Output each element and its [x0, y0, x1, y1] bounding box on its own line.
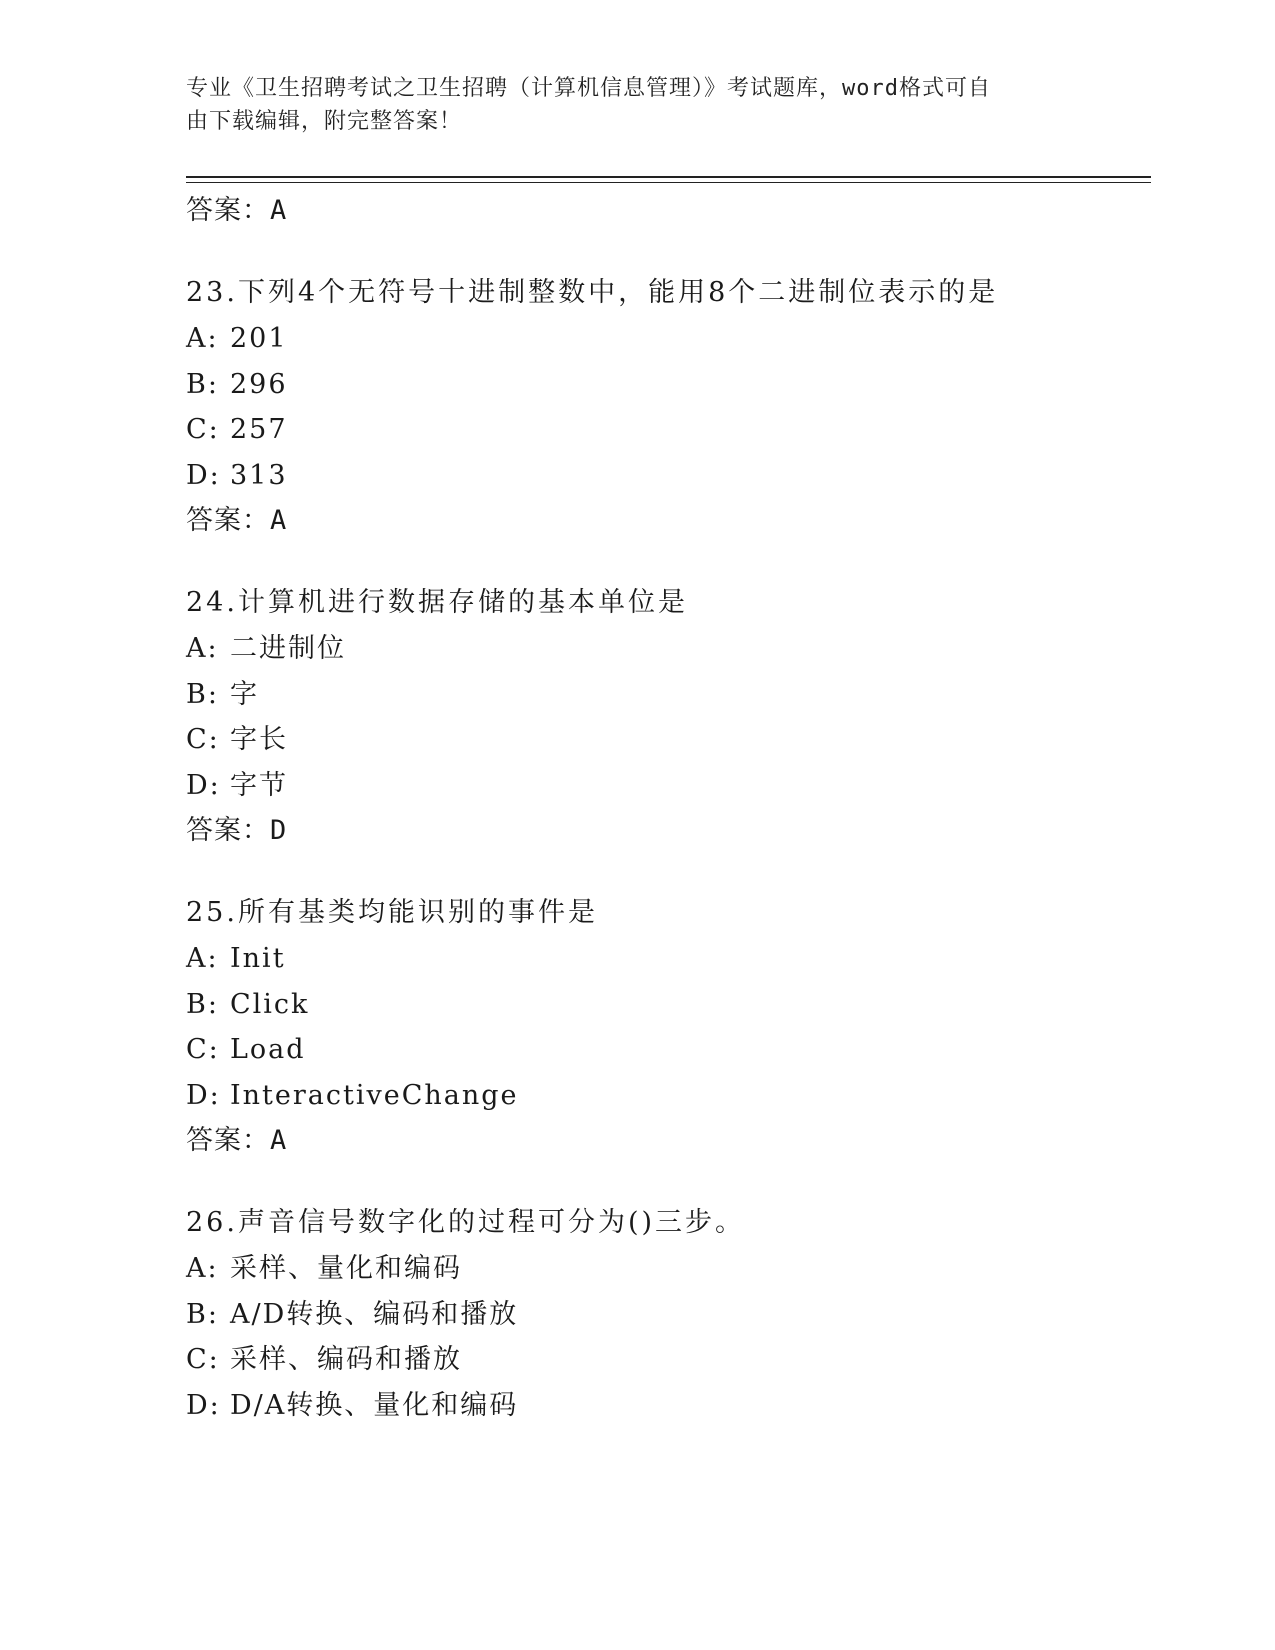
option-key: B: — [186, 988, 219, 1020]
option-text: 二进制位 — [230, 633, 346, 664]
option-key: D: — [186, 459, 221, 491]
option-b — [186, 672, 1151, 718]
answer: 答案：A — [186, 505, 288, 536]
option-text: 313 — [230, 459, 288, 491]
option-text: A/D转换、编码和播放 — [230, 1298, 519, 1330]
option-c — [186, 407, 1151, 453]
option-b — [186, 1292, 1151, 1338]
question-title: 25.所有基类均能识别的事件是 — [186, 897, 598, 928]
option-text: Click — [230, 988, 310, 1020]
header-divider-thick — [186, 176, 1151, 178]
option-text: 201 — [230, 323, 288, 354]
option-c — [186, 1027, 1151, 1073]
option-text: 字 — [230, 678, 259, 710]
option-key: A: — [186, 1253, 219, 1284]
option-key: D: — [186, 769, 221, 801]
option-key: D: — [186, 1079, 221, 1111]
option-c — [186, 717, 1151, 763]
question-25 — [186, 854, 1151, 1164]
option-key: B: — [186, 368, 219, 400]
question-23 — [186, 234, 1151, 544]
option-text: 字节 — [230, 769, 288, 801]
option-key: C: — [186, 414, 220, 445]
option-a — [186, 936, 1151, 982]
answer: 答案：A — [186, 1125, 288, 1156]
question-title: 23.下列4个无符号十进制整数中，能用8个二进制位表示的是 — [186, 277, 999, 308]
document-body — [186, 188, 1151, 1428]
option-key: C: — [186, 1344, 220, 1375]
header-line-2: 由下载编辑，附完整答案！ — [186, 109, 463, 134]
option-text: Load — [230, 1034, 306, 1065]
option-text: 采样、量化和编码 — [230, 1253, 462, 1284]
option-c — [186, 1337, 1151, 1383]
answer: 答案：D — [186, 815, 288, 846]
option-text: 采样、编码和播放 — [230, 1344, 462, 1375]
header-divider-thin — [186, 182, 1151, 183]
option-key: A: — [186, 943, 219, 974]
question-title: 24.计算机进行数据存储的基本单位是 — [186, 587, 688, 618]
option-a — [186, 316, 1151, 362]
question-title: 26.声音信号数字化的过程可分为()三步。 — [186, 1207, 746, 1238]
option-key: A: — [186, 633, 219, 664]
option-a — [186, 626, 1151, 672]
option-key: A: — [186, 323, 219, 354]
page-header — [186, 72, 1066, 138]
option-d — [186, 453, 1151, 499]
question-26 — [186, 1164, 1151, 1428]
option-a — [186, 1246, 1151, 1292]
option-text: InteractiveChange — [230, 1079, 519, 1111]
option-text: 字长 — [230, 724, 288, 755]
question-24 — [186, 544, 1151, 854]
option-key: C: — [186, 724, 220, 755]
option-d — [186, 763, 1151, 809]
option-b — [186, 362, 1151, 408]
option-text: Init — [230, 943, 286, 974]
option-d — [186, 1383, 1151, 1429]
option-b — [186, 982, 1151, 1028]
option-key: C: — [186, 1034, 220, 1065]
option-key: B: — [186, 1298, 219, 1330]
option-d — [186, 1073, 1151, 1119]
option-text: D/A转换、量化和编码 — [230, 1389, 519, 1421]
option-text: 296 — [230, 368, 288, 400]
option-key: B: — [186, 678, 219, 710]
answer-previous: 答案：A — [186, 195, 288, 226]
option-key: D: — [186, 1389, 221, 1421]
option-text: 257 — [230, 414, 288, 445]
header-line-1: 专业《卫生招聘考试之卫生招聘（计算机信息管理）》考试题库，word格式可自 — [186, 76, 991, 101]
